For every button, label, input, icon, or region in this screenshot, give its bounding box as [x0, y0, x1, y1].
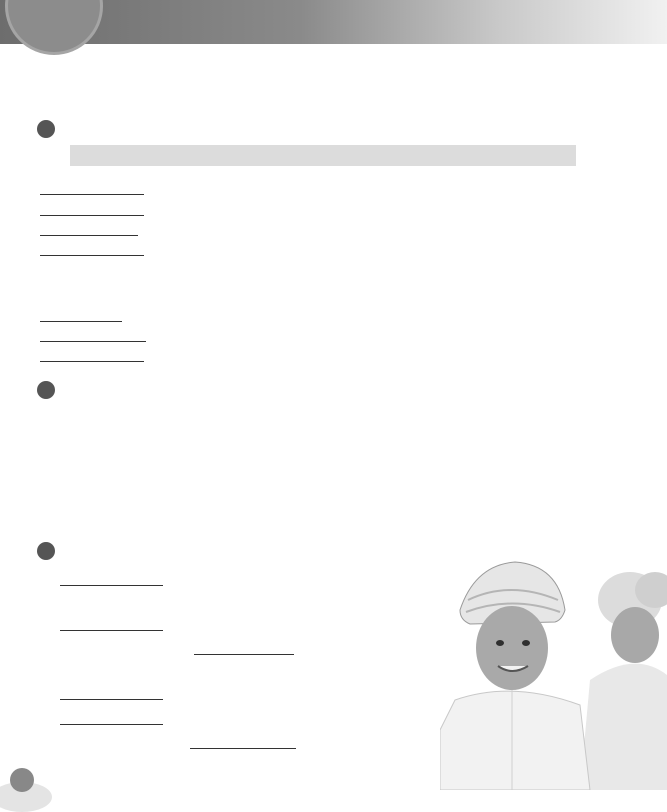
passage-line-2	[40, 203, 144, 220]
gap-5[interactable]	[40, 309, 122, 322]
unit-number-badge	[8, 0, 100, 52]
gap-4[interactable]	[40, 243, 144, 256]
page-number	[10, 768, 34, 792]
sentence-gap[interactable]	[194, 638, 294, 655]
passage-line-6	[40, 309, 122, 326]
sentence-gap[interactable]	[190, 732, 296, 749]
sentence-gap[interactable]	[60, 569, 163, 586]
gap-3[interactable]	[40, 223, 138, 236]
exercise-1-number	[37, 120, 55, 138]
unit-header-bar	[0, 0, 667, 44]
passage-line-8	[40, 349, 144, 366]
gap-1[interactable]	[40, 182, 144, 195]
sentence-gap[interactable]	[60, 683, 163, 700]
gap-2[interactable]	[40, 203, 144, 216]
passage-line-1	[40, 182, 144, 199]
passage-line-7	[40, 329, 146, 346]
gap-7[interactable]	[40, 349, 144, 362]
gap-6[interactable]	[40, 329, 146, 342]
passage-line-3	[40, 223, 138, 240]
sentence-gap[interactable]	[60, 614, 163, 631]
passage-line-4	[40, 243, 144, 260]
photo-boys	[440, 540, 667, 790]
exercise-2-number	[37, 381, 55, 399]
word-box	[70, 145, 576, 166]
exercise-3-number	[37, 542, 55, 560]
sentence-gap[interactable]	[60, 708, 163, 725]
